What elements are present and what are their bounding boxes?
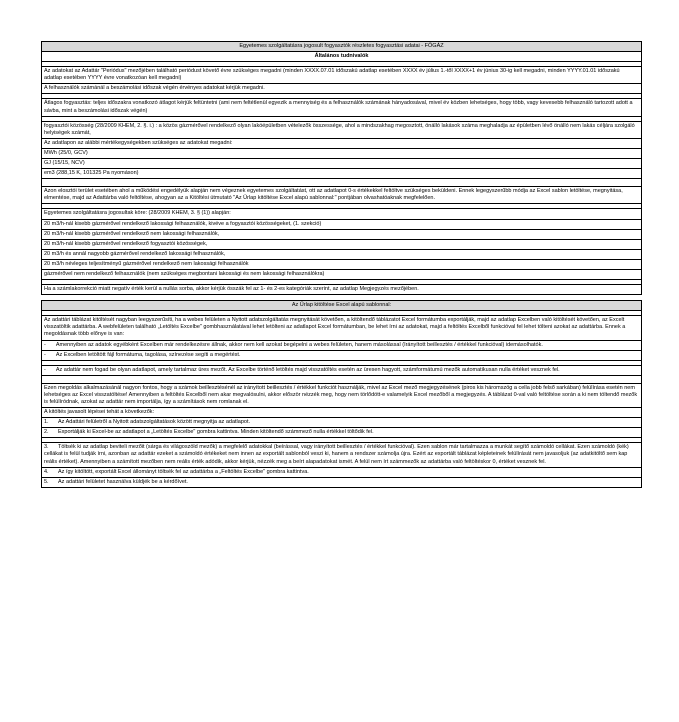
benefit-item: - Az Excelben letöltött fájl formátuma, tagolása, színezése segíti a megértést. <box>41 350 642 361</box>
unit-item: GJ (15/15, NCV) <box>41 158 642 169</box>
eligibility-item: 20 m3/h-nál kisebb gázmérővel rendelkező nem lakossági felhasználók, <box>41 229 642 240</box>
average-consumption-paragraph: Átlagos fogyasztás: teljes időszakra vonatkozó átlagot kérjük feltüntetni (ami nem feltétlenül egyezik a mennyiség és a felhasználók számának hányadosával, mivel év közben lehetséges, hogy több, vagy kevesebb felhasználó tartozott adott a sávba, mint a beszámolási időszak végén) <box>41 98 642 116</box>
step-number: 2. <box>44 429 49 436</box>
paste-warning-paragraph: Ezen megoldás alkalmazásánál nagyon fontos, hogy a számok beillesztésénél az irányított beillesztés / értékkel funkciót használják, mivel az Excel mező megjegyzésének (piros kis háromszög a cella jobb felső sarkában) felülírása esetén nem lehetséges az Excel visszatöltése! Amennyiben a feltöltés Excelből nem akar megvalósulni, akkor először nézzék meg, hogy nem törlődött-e valamelyik Excel mezőből a megjegyzés. A táblázat 0-val való feltöltése során a ki nem töltendő mezők is felülíródnak, azokat az adattár nem importálja, így a számítások nem romlanak el. <box>41 383 642 408</box>
step-text: Exportálják ki Excel-be az adatlapot a „Letöltés Excelbe" gombra kattintva. Minden kitöltendő számmező nulla értékkel töltődik fel. <box>58 429 374 436</box>
correction-paragraph: Ha a számlakorrekció miatt negatív érték kerül a nullás sorba, akkor kérjük összák fel az 1- és 2-es kategóriák szerint, az adatlap Megjegyzés mezőjében. <box>41 284 642 295</box>
unit-item: MWh (25/0, GCV) <box>41 148 642 159</box>
step-number: 3. <box>44 444 49 451</box>
step-number: 5. <box>44 478 49 485</box>
section-general-subtitle: Általános tudnivalók <box>41 51 642 62</box>
step-text: Az így kitöltött, exportált Excel állományt töltsék fel az adattárba a „Feltöltés Excelbe" gombra kattintva. <box>58 468 309 475</box>
step-item <box>41 442 642 467</box>
eligibility-item: 20 m3/h és annál nagyobb gázmérővel rendelkező lakossági felhasználók, <box>41 249 642 260</box>
users-count-paragraph: A felhasználók számánál a beszámolási időszak végén érvényes adatokat kérjük megadni. <box>41 83 642 94</box>
benefit-text: Az Excelben letöltött fájl formátuma, tagolása, színezése segíti a megértést. <box>55 351 241 358</box>
eligibility-item: gázmérővel nem rendelkező felhasználók (nem szükséges megbontani lakossági és nem lakossági felhasználókra) <box>41 269 642 280</box>
excel-intro-paragraph: Az adattári táblázat kitöltését nagyban leegyszerűsíti, ha a webes felületen a Nyitott adatszolgáltatás megnyitását követően, a kitöltendő táblázatot Excel formátumba exportálják, majd az adatlap Excelben való kitöltését követően, az Excelt visszatöltik adattárba. A webfelületen található „Letöltés Excelbe" gombhasználatával lehet letölteni az adatlapot Excel formátumban, be lehet írni az adatokat, majd a feltöltés Excelből funkcióval fel lehet tölteni azokat az adattárba. Ennek a megoldásnak több előnye is van: <box>41 315 642 340</box>
step-item <box>41 477 642 488</box>
eligibility-item: 20 m3/h névleges teljesítményű gázmérővel rendelkező nem lakossági felhasználók <box>41 259 642 270</box>
period-paragraph: Az adatokat az Adattár "Periódus" mezőjében található periódust követő évre szükséges megadni (minden XXXX.07.01 időszakú adatlap esetében XXXX év július 1.-től XXXX+1 év június 30-ig kell megadni, minden YYYY.01.01 időszakú adatlap esetében YYYY évre vonatkozóan kell megadni) <box>41 66 642 84</box>
zero-values-paragraph: Azon elosztói terület esetében ahol a működési engedélyük alapján nem végeznek egyetemes szolgáltatást, ott az adatlapot 0-s értékekkel feltöltve szükséges beküldeni. Ennek legegyszerűbb módja az Excel sablon letöltése, megnyitása, elmentése, majd az Adattárba való feltöltése, ahogyan az a Kitöltési útmutató "Az Űrlap kitöltése Excel alapú sablonnal:" pontjában olvashatóaknak megfelelően. <box>41 186 642 204</box>
step-number: 1. <box>44 419 49 426</box>
step-number: 4. <box>44 468 49 475</box>
step-text: Az adattári felületet használva küldjék be a kérdőívet. <box>58 478 188 485</box>
section-excel-title: Az Űrlap kitöltése Excel alapú sablonnal: <box>41 300 642 311</box>
step-text: Töltsék ki az adatlap beviteli mezőit (sárga és világoszöld mezők) a megfelelő adatokkal (beírással, vagy irányított beillesztés / értékkel funkcióval). Ezen sablon már tartalmazza a munkát segítő számoldó cellákat. Ezen számoldó (kék) cellákat is felül tudják írni, azonban az adattár ezeket a számoldó értékeket nem innen az exportált sablonból veszi ki, hanem a rendszer számolja újra. Ezért az exportált táblázat képleteinek felülírását nem javasoljuk (az adatkitöltő sem kap reális értéket). Amennyiben a számított mezőben nem reális érték adódik, akkor kérjük, nézzék meg a beírt alapadatokat ismét. A felül nem írt számmezők az adattárba való feltöltéskor 0, értéket vesznek fel. <box>44 444 629 465</box>
benefit-text: Az adattár nem fogad be olyan adatlapot, amely tartalmaz üres mezőt. Az Excelbe történő letöltés majd visszatöltés esetén az üresen hagyott, számformátumú mezők automatikusan nulla értéket vesznek fel. <box>55 366 560 373</box>
eligibility-item: 20 m3/h-nál kisebb gázmérővel rendelkező lakossági felhasználók, kivéve a fogyasztói közösségeket, (1. szekció) <box>41 219 642 230</box>
benefit-item: - Az adattár nem fogad be olyan adatlapot, amely tartalmaz üres mezőt. Az Excelbe történő letöltés majd visszatöltés esetén az üresen hagyott, számformátumú mezők automatikusan nulla értéket vesznek fel. <box>41 365 642 376</box>
instructions-sheet <box>41 42 642 488</box>
benefit-item: - Amennyiben az adatok egyébként Excelben már rendelkezésre állnak, akkor nem kell azokat begépelni a webes felületen, hanem másolással (Irányított beillesztés / értékkel funkcióval) idemásolhatók. <box>41 340 642 351</box>
benefit-text: Amennyiben az adatok egyébként Excelben már rendelkezésre állnak, akkor nem kell azokat begépelni a webes felületen, hanem másolással (Irányított beillesztés / értékkel funkcióval) idemásolhatók. <box>55 341 543 348</box>
consumer-community-paragraph: fogyasztói közösség (28/2009 KHEM, 2. §. i.) : a közös gázmérővel rendelkező olyan lakóépületben vételezők összessége, ahol a mindszakhag megosztott, önálló lakások száma meghaladja az épületben lévő önálló nem lakás céljára szolgáló helyiségek számát, <box>41 121 642 139</box>
unit-item: em3 (288,15 K, 101325 Pa nyomáson) <box>41 168 642 179</box>
eligibility-intro: Egyetemes szolgáltatásra jogosultak köre: (28/2009 KHEM, 3. § (1)) alapján: <box>41 208 642 219</box>
section-general-title: Egyetemes szolgáltatásra jogosult fogyasztók részletes fogyasztási adatai - FŐGÁZ <box>41 41 642 52</box>
step-text: Az Adattári felületről a Nyitott adatszolgáltatások között megnyitja az adatlapot. <box>58 419 250 426</box>
eligibility-item: 20 m3/h-nál kisebb gázmérővel rendelkező fogyasztói közösségek, <box>41 239 642 250</box>
steps-intro: A kitöltés javasolt lépései tehát a következők: <box>41 407 642 418</box>
units-intro: Az adatlapon az alábbi mértékegységekben szükséges az adatokat megadni: <box>41 138 642 149</box>
